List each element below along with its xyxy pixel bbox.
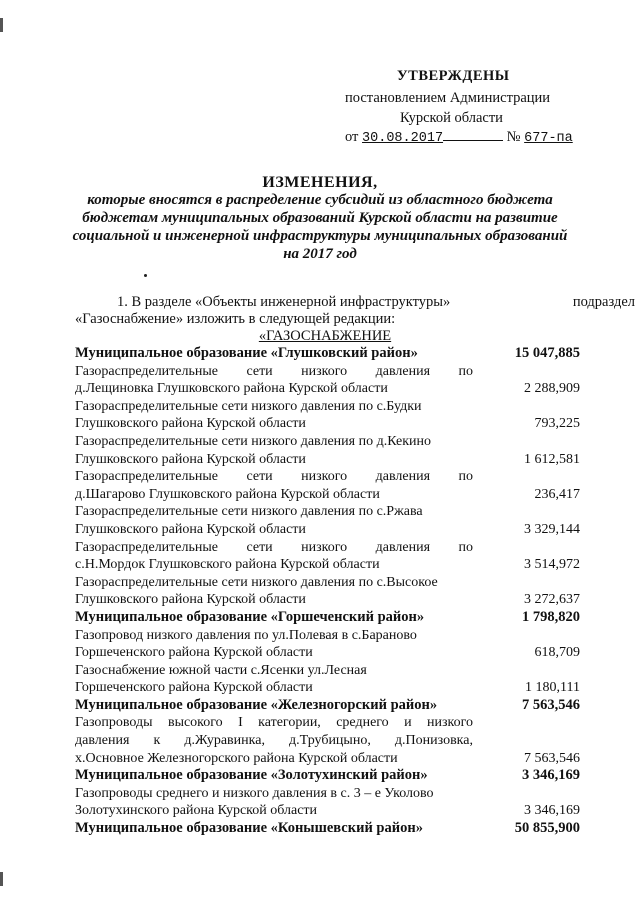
approved-region: Курской области (400, 110, 503, 126)
object-name-line: Газоснабжение южной части с.Ясенки ул.Лесная (75, 662, 367, 678)
municipality-total: 50 855,900 (514, 820, 580, 837)
approved-label: УТВЕРЖДЕНЫ (397, 68, 510, 84)
object-row (75, 785, 580, 820)
approval-number: 677-па (524, 131, 573, 146)
intro-paragraph (75, 294, 635, 311)
object-name-line: Глушковского района Курской области (75, 451, 306, 467)
municipality-name: Муниципальное образование «Глушковский район» (75, 345, 418, 361)
word: Газораспределительные (75, 363, 218, 379)
municipality-name: Муниципальное образование «Горшеченский район» (75, 608, 425, 625)
object-name-line: Глушковского района Курской области (75, 416, 306, 432)
stray-dot (144, 274, 147, 277)
object-name-line: с.Н.Мордок Глушковского района Курской области (75, 557, 380, 573)
number-prefix: № (506, 129, 521, 145)
object-name-line (75, 539, 473, 557)
object-name (75, 398, 473, 433)
object-name (75, 363, 473, 398)
word: Газопроводы (75, 715, 153, 731)
object-name-line: Газопровод низкого давления по ул.Полевая в с.Бараново (75, 627, 417, 643)
object-name-line: Горшеченского района Курской области (75, 645, 313, 661)
object-name (75, 785, 473, 820)
object-row (75, 714, 580, 767)
word: давления (375, 363, 431, 379)
binding-mark (0, 18, 3, 32)
word: среднего (336, 715, 389, 731)
document-title: ИЗМЕНЕНИЯ, (262, 174, 378, 191)
object-name-line: Глушковского района Курской области (75, 521, 306, 537)
object-amount: 3 346,169 (524, 803, 580, 819)
municipality-row (75, 820, 580, 838)
object-name (75, 714, 473, 767)
municipality-row (75, 697, 580, 715)
word: д.Трубицыно, (289, 733, 371, 749)
object-name-line (75, 714, 473, 732)
subtitle-line: социальной и инженерной инфраструктуры муниципальных образований (72, 228, 568, 244)
approval-date: 30.08.2017 (362, 131, 444, 146)
object-name-line: Газораспределительные сети низкого давления по с.Высокое (75, 574, 438, 590)
object-amount: 3 514,972 (524, 557, 580, 573)
object-amount: 618,709 (534, 645, 580, 661)
object-amount: 1 180,111 (525, 680, 580, 696)
word: I (238, 715, 243, 731)
object-row (75, 468, 580, 503)
object-amount: 7 563,546 (524, 750, 580, 766)
object-name (75, 433, 473, 468)
municipality-row (75, 767, 580, 785)
word: сети (246, 363, 273, 379)
binding-mark (0, 872, 3, 886)
object-row (75, 574, 580, 609)
word: Газораспределительные (75, 469, 218, 485)
municipality-total: 1 798,820 (522, 608, 580, 625)
object-row (75, 539, 580, 574)
object-amount: 793,225 (534, 416, 580, 432)
word: низкого (301, 469, 348, 485)
object-row (75, 433, 580, 468)
word: д.Понизовка, (394, 733, 473, 749)
word: давления (75, 733, 130, 749)
word: низкого (301, 539, 348, 555)
object-row (75, 503, 580, 538)
object-name-line: Газораспределительные сети низкого давления по с.Будки (75, 398, 422, 414)
approved-date-line (345, 128, 573, 146)
word: низкого (427, 715, 473, 731)
word: низкого (301, 363, 348, 379)
object-name (75, 662, 473, 697)
section-heading: «ГАЗОСНАБЖЕНИЕ (258, 328, 392, 344)
object-amount: 1 612,581 (524, 451, 580, 467)
word: к (153, 733, 161, 749)
word: сети (246, 539, 273, 555)
subsidy-table (75, 345, 580, 838)
word: сети (246, 469, 273, 485)
municipality-row (75, 345, 580, 363)
object-name-line (75, 732, 473, 750)
object-name (75, 539, 473, 574)
object-name-line: Золотухинского района Курской области (75, 803, 318, 819)
municipality-total: 7 563,546 (522, 696, 580, 713)
municipality-name: Муниципальное образование «Конышевский район» (75, 820, 423, 837)
object-name-line (75, 468, 473, 486)
object-name (75, 503, 473, 538)
object-row (75, 398, 580, 433)
object-name-line: Глушковского района Курской области (75, 592, 306, 608)
object-row (75, 363, 580, 398)
subtitle-line: которые вносятся в распределение субсидий из областного бюджета (87, 192, 553, 208)
object-name-line (75, 363, 473, 381)
word: давления (375, 469, 431, 485)
object-name-line: Газораспределительные сети низкого давления по д.Кекино (75, 433, 432, 449)
object-row (75, 627, 580, 662)
object-name-line: Газораспределительные сети низкого давления по с.Ржава (75, 504, 423, 520)
date-blank-line (443, 128, 503, 141)
subtitle-line: на 2017 год (283, 246, 357, 262)
word: по (458, 363, 473, 379)
intro-paragraph-cont: «Газоснабжение» изложить в следующей редакции: (75, 311, 396, 327)
object-name-line: х.Основное Железногорского района Курской области (75, 750, 398, 766)
word: Газораспределительные (75, 539, 218, 555)
object-name (75, 574, 473, 609)
object-amount: 3 272,637 (524, 592, 580, 608)
word: и (404, 715, 412, 731)
intro-text: 1. В разделе «Объекты инженерной инфраструктуры» (117, 294, 451, 310)
object-amount: 236,417 (534, 486, 580, 502)
object-name-line: д.Шагарово Глушковского района Курской области (75, 486, 380, 502)
subtitle-line: бюджетам муниципальных образований Курской области на развитие (82, 210, 558, 226)
object-amount: 2 288,909 (524, 381, 580, 397)
word: категории, (258, 715, 321, 731)
intro-text-end: подраздел (572, 294, 635, 310)
object-name-line: Горшеченского района Курской области (75, 680, 313, 696)
word: по (458, 469, 473, 485)
word: по (458, 539, 473, 555)
object-name-line: д.Лещиновка Глушковского района Курской области (75, 381, 388, 397)
object-name (75, 468, 473, 503)
object-amount: 3 329,144 (524, 521, 580, 537)
approved-by-line: постановлением Администрации (345, 90, 551, 106)
object-name-line: Газопроводы среднего и низкого давления в с. 3 – е Уколово (75, 785, 434, 801)
municipality-total: 15 047,885 (514, 345, 580, 361)
word: давления (375, 539, 431, 555)
word: д.Журавинка, (184, 733, 265, 749)
object-row (75, 662, 580, 697)
date-prefix: от (345, 129, 359, 145)
municipality-name: Муниципальное образование «Железногорский район» (75, 696, 438, 713)
municipality-name: Муниципальное образование «Золотухинский район» (75, 767, 428, 784)
object-name (75, 627, 473, 662)
municipality-total: 3 346,169 (522, 767, 580, 784)
municipality-row (75, 609, 580, 627)
word: высокого (167, 715, 223, 731)
